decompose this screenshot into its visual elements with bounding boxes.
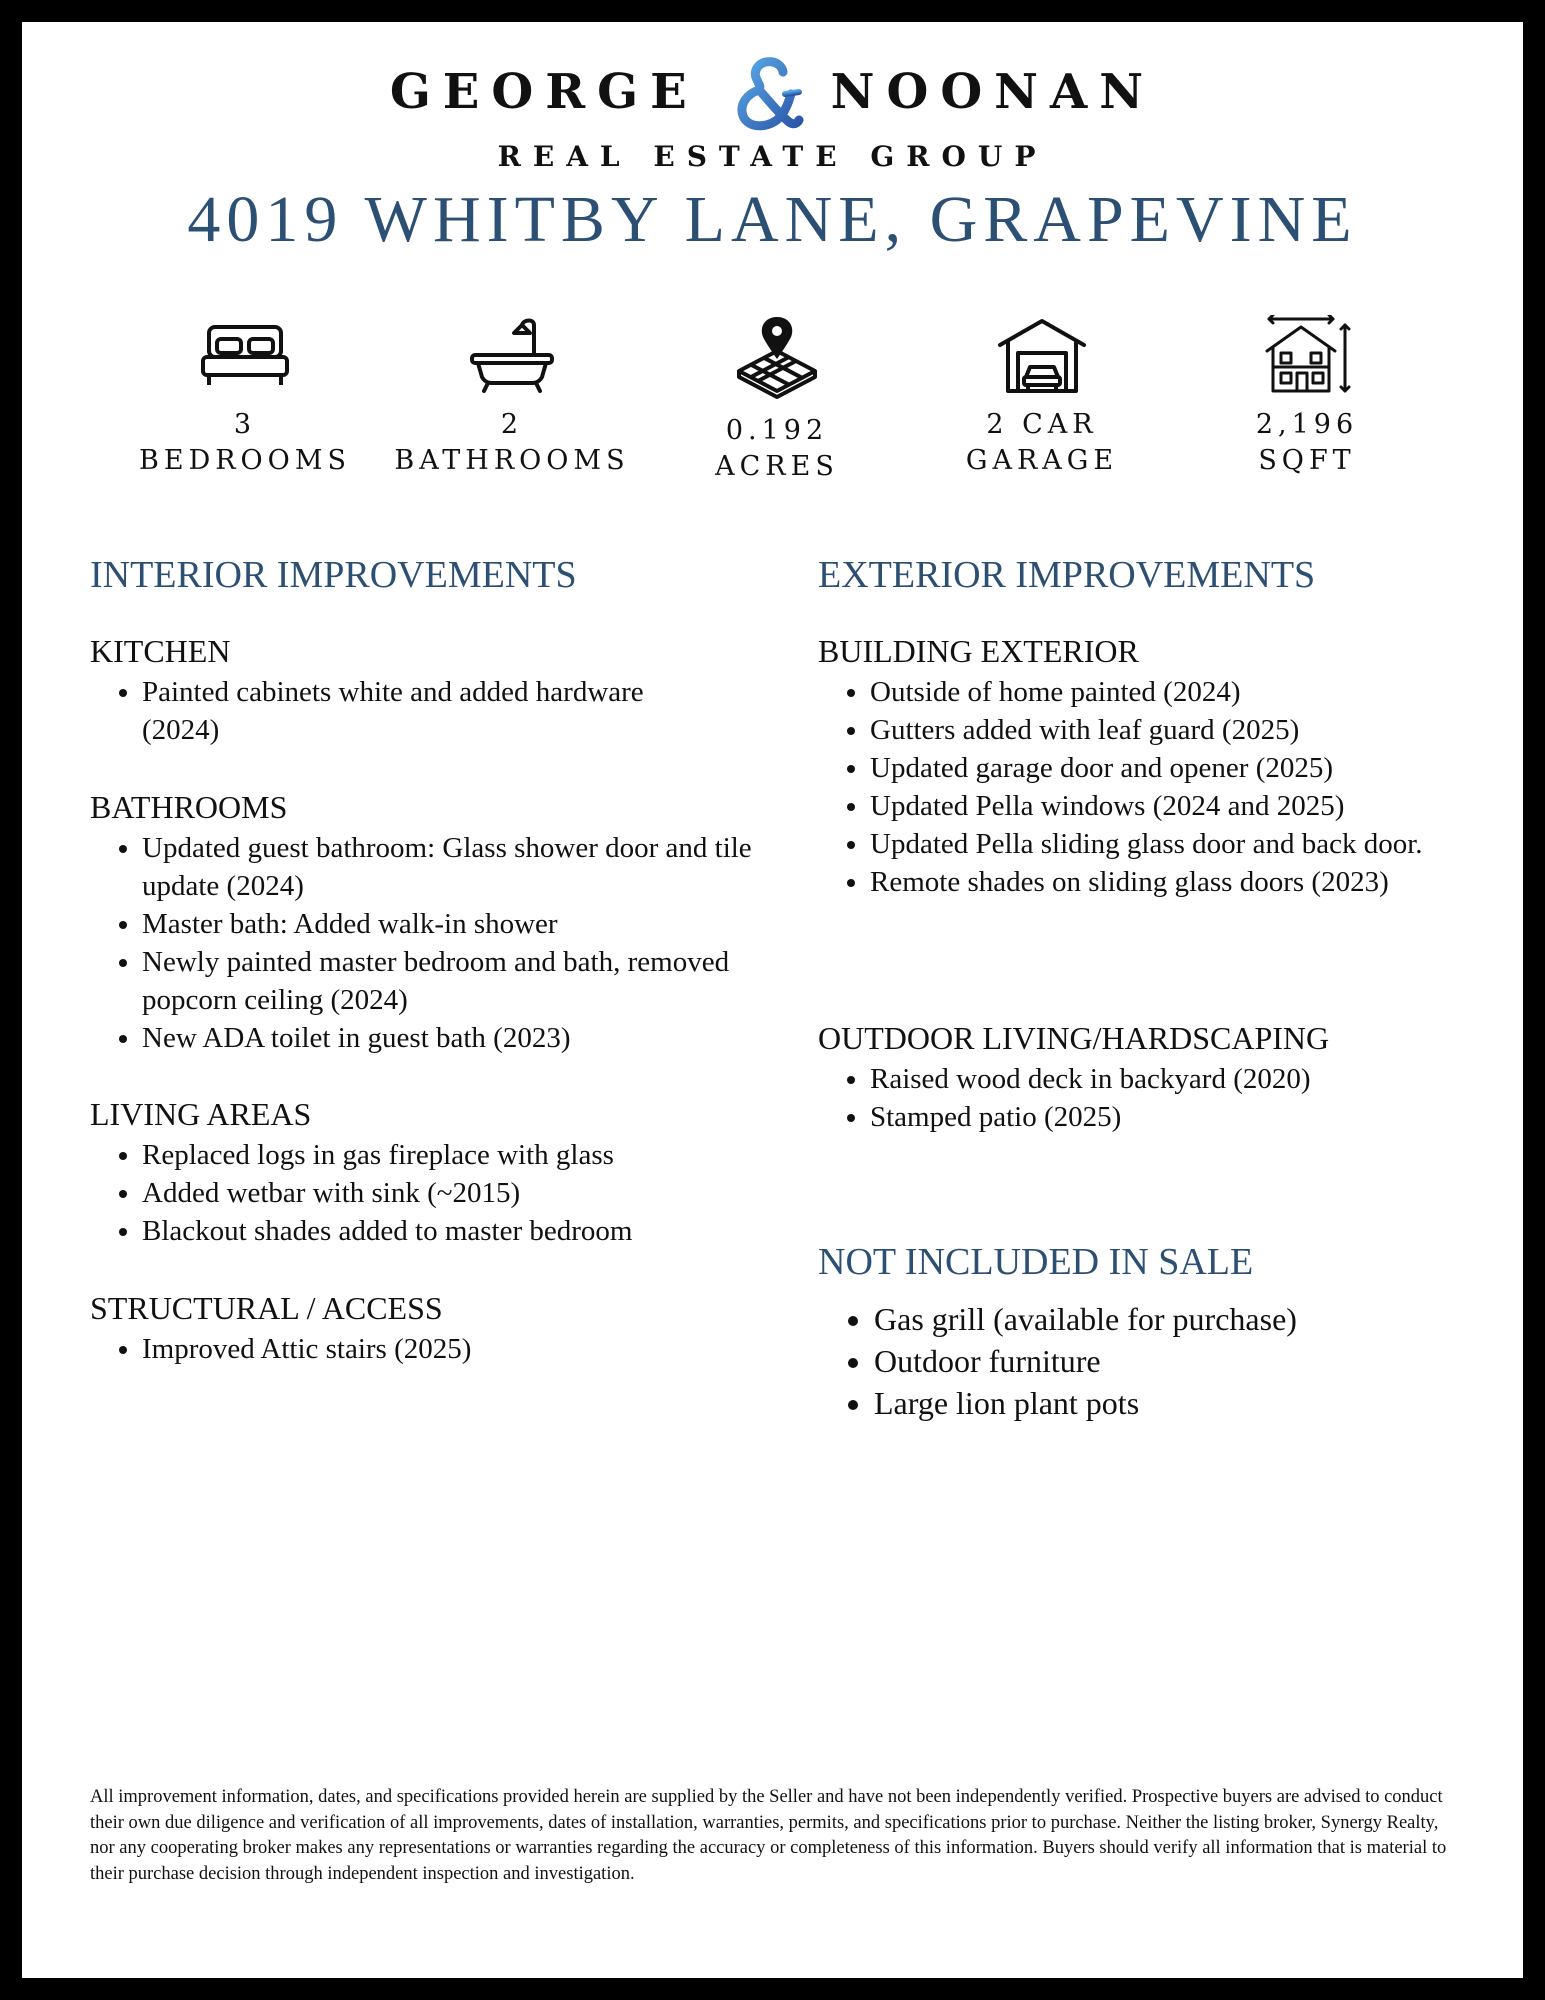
list-item: • Outside of home painted (2024) [870, 673, 1500, 711]
garage-icon [996, 315, 1088, 395]
stat-sqft [1177, 315, 1437, 479]
stat-label: SQFT [1258, 445, 1356, 476]
list-item: • Gutters added with leaf guard (2025) [870, 711, 1500, 749]
list-item: • Gas grill (available for purchase) [874, 1298, 1504, 1340]
list-item: • Raised wood deck in backyard (2020) [870, 1060, 1500, 1098]
outdoor-living-heading: OUTDOOR LIVING/HARDSCAPING [818, 1020, 1330, 1056]
list-item: • Replaced logs in gas fireplace with glass [142, 1136, 822, 1174]
list-item: • Updated Pella sliding glass door and back door. [870, 825, 1500, 863]
bathtub-icon [466, 315, 558, 395]
stat-label: GARAGE [965, 445, 1119, 476]
list-item: • New ADA toilet in guest bath (2023) [142, 1019, 762, 1057]
list-item: • Updated guest bathroom: Glass shower door and tile update (2024) [142, 829, 762, 905]
logo-word-george: GEORGE [389, 64, 699, 120]
kitchen-heading: KITCHEN [90, 633, 231, 669]
stat-value: 3 [233, 409, 257, 440]
stat-label: BATHROOMS [394, 445, 630, 476]
stat-label: ACRES [715, 451, 839, 482]
list-item: • Improved Attic stairs (2025) [142, 1330, 762, 1368]
list-item: • Large lion plant pots [874, 1382, 1504, 1424]
building-exterior-heading: BUILDING EXTERIOR [818, 633, 1139, 669]
list-item: • Updated Pella windows (2024 and 2025) [870, 787, 1500, 825]
ampersand-icon [723, 50, 807, 134]
list-item: • Updated garage door and opener (2025) [870, 749, 1500, 787]
house-size-icon [1261, 315, 1353, 395]
interior-title: INTERIOR IMPROVEMENTS [90, 554, 577, 596]
building-exterior-list [818, 673, 1500, 901]
list-item: • Blackout shades added to master bedroom [142, 1212, 822, 1250]
property-stats [0, 315, 1545, 495]
not-included-title: NOT INCLUDED IN SALE [818, 1241, 1254, 1283]
bathrooms-heading: BATHROOMS [90, 789, 288, 825]
lot-location-icon [731, 315, 823, 401]
structural-list [90, 1330, 762, 1368]
stat-bathrooms [382, 315, 642, 479]
exterior-title: EXTERIOR IMPROVEMENTS [818, 554, 1316, 596]
list-item: • Added wetbar with sink (~2015) [142, 1174, 822, 1212]
list-item: • Master bath: Added walk-in shower [142, 905, 762, 943]
list-item: • Newly painted master bedroom and bath, removed popcorn ceiling (2024) [142, 943, 762, 1019]
disclaimer-text: All improvement information, dates, and specifications provided herein are supplied by the Seller and have not been independently verified. Prospective buyers are advised to conduct their own due diligence and verification of all improvements, dates of installation, warranties, permits, and specifications prior to purchase. Neither the listing broker, Synergy Realty, nor any cooperating broker makes any representations or warranties regarding the accuracy or completeness of this information. Buyers should verify all information that is material to their purchase decision through independent inspection and investigation. [90, 1787, 1447, 1884]
stat-acres [647, 315, 907, 485]
logo-word-noonan: NOONAN [830, 64, 1156, 120]
stat-value: 2 CAR [986, 409, 1098, 440]
bed-icon [199, 315, 291, 395]
stat-value: 2 [500, 409, 524, 440]
stat-value: 2,196 [1255, 409, 1359, 440]
living-areas-heading: LIVING AREAS [90, 1096, 312, 1132]
living-areas-list [90, 1136, 822, 1250]
logo-subtitle: REAL ESTATE GROUP [497, 140, 1048, 173]
bathrooms-list [90, 829, 762, 1057]
outdoor-living-list [818, 1060, 1500, 1136]
structural-heading: STRUCTURAL / ACCESS [90, 1290, 443, 1326]
kitchen-list [90, 673, 702, 749]
not-included-list [818, 1298, 1504, 1424]
list-item: • Remote shades on sliding glass doors (2023) [870, 863, 1500, 901]
stat-bedrooms [115, 315, 375, 479]
property-address: 4019 WHITBY LANE, GRAPEVINE [187, 183, 1358, 256]
stat-label: BEDROOMS [139, 445, 351, 476]
stat-garage [912, 315, 1172, 479]
stat-value: 0.192 [725, 415, 829, 446]
list-item: • Painted cabinets white and added hardware (2024) [142, 673, 702, 749]
list-item: • Outdoor furniture [874, 1340, 1504, 1382]
list-item: • Stamped patio (2025) [870, 1098, 1500, 1136]
